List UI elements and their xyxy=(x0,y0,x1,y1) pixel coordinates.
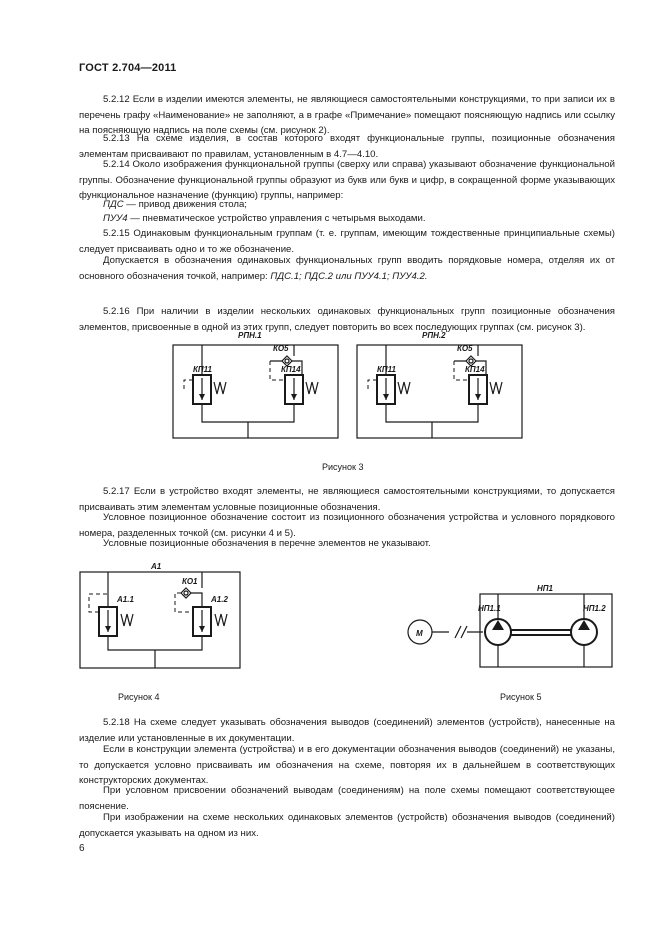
figure-4-diagram xyxy=(75,560,250,675)
figure-3-group-2 xyxy=(357,331,522,438)
paragraph-undesignated-terminals: Если в конструкции элемента (устройства) и в его документации обозначения выводов (соединений) не указаны, то допускается условно присваивать им обозначения на схеме, повторяя их в дальнейшем в соответствующих конструкторских документах. xyxy=(79,744,615,787)
figure-4-group-label: А1 xyxy=(151,562,162,571)
paragraph-5-2-13: 5.2.13 На схеме изделия, в состав которого входят функциональные группы, позиционные обозначения элементам присваивают по правилам, установленным в 4.7—4.10. xyxy=(79,133,615,160)
example-puu4-term: ПУУ4 xyxy=(103,213,128,224)
paragraph-numbering xyxy=(79,253,615,284)
example-puu4 xyxy=(79,211,615,227)
paragraph-5-2-15: 5.2.15 Одинаковым функциональным группам (т. е. группам, имеющим тождественные принципиальные схемы) следует присваивать одно и то же обозначение. xyxy=(79,228,615,255)
figure-4-check-valve-label: КО1 xyxy=(182,577,198,586)
figure-5-pump-right-label: НП1.2 xyxy=(583,604,606,613)
figure-4-right-element-label: А1.2 xyxy=(211,595,228,604)
paragraph-5-2-12: 5.2.12 Если в изделии имеются элементы, не являющиеся самостоятельными конструкциями, то при записи их в перечень графу «Наименование» не заполняют, а в графе «Примечание» помещают поясняющую надпись или ссылку на поясняющую надпись на поле схемы (см. рисунок 2). xyxy=(79,94,615,137)
figure-3-group-2-check-valve-label: КО5 xyxy=(457,344,473,353)
figure-5-motor-label: М xyxy=(416,629,423,638)
figure-4-caption: Рисунок 4 xyxy=(118,692,160,702)
paragraph-explanation: При условном присвоении обозначений выводам (соединениям) на поле схемы помещают соответствующее пояснение. xyxy=(79,785,615,812)
paragraph-5-2-16: 5.2.16 При наличии в изделии нескольких одинаковых функциональных групп позиционные обозначения элементов, присвоенные в одной из этих групп, следует повторить во всех последующих группах (см. рисунок 3). xyxy=(79,306,615,333)
paragraph-not-listed: Условные позиционные обозначения в перечне элементов не указывают. xyxy=(103,538,431,549)
figure-3-diagram xyxy=(160,320,530,450)
figure-5-group-label: НП1 xyxy=(537,584,553,593)
figure-3-group-2-valve-right-label: КП14 xyxy=(465,365,485,374)
figure-4-left-element-label: А1.1 xyxy=(117,595,134,604)
figure-3-group-1-label: РПН.1 xyxy=(238,331,262,340)
figure-3-group-2-label: РПН.2 xyxy=(422,331,446,340)
example-pds-text: — привод движения стола; xyxy=(123,199,247,210)
example-puu4-text: — пневматическое устройство управления с четырьмя выходами. xyxy=(127,213,426,224)
paragraph-numbering-examples: ПДС.1; ПДС.2 или ПУУ4.1; ПУУ4.2. xyxy=(270,270,428,282)
figure-5-diagram xyxy=(395,580,625,675)
figure-5-pump-left-label: НП1.1 xyxy=(478,604,501,613)
example-pds-term: ПДС xyxy=(103,199,124,210)
paragraph-5-2-17: 5.2.17 Если в устройство входят элементы, не являющиеся самостоятельными конструкциями, то допускается присваивать этим элементам условные позиционные обозначения. xyxy=(79,486,615,513)
paragraph-conditional-designation: Условное позиционное обозначение состоит из позиционного обозначения устройства и условного порядкового номера, разделенных точкой (см. рисунки 4 и 5). xyxy=(79,512,615,539)
figure-3-caption: Рисунок 3 xyxy=(322,462,364,472)
figure-5-caption: Рисунок 5 xyxy=(500,692,542,702)
figure-3-group-1-check-valve-label: КО5 xyxy=(273,344,289,353)
paragraph-5-2-18: 5.2.18 На схеме следует указывать обозначения выводов (соединений) элементов (устройств), нанесенные на изделие или установленные в их документации. xyxy=(79,717,615,744)
figure-3-group-2-valve-left-label: КП11 xyxy=(377,365,396,374)
figure-3-group-1 xyxy=(173,331,338,438)
figure-3-group-1-valve-left-label: КП11 xyxy=(193,365,212,374)
paragraph-identical-elements: При изображении на схеме нескольких одинаковых элементов (устройств) обозначения выводов (соединений) допускается указывать на одном из них. xyxy=(79,812,615,839)
document-header: ГОСТ 2.704—2011 xyxy=(79,62,177,74)
page-number: 6 xyxy=(79,843,85,854)
paragraph-5-2-14: 5.2.14 Около изображения функциональной группы (сверху или справа) указывают обозначение функциональной группы. Обозначение функциональной группы образуют из букв или букв и цифр, в сокращенной форме указывающих функциональное назначение (функцию) группы, например: xyxy=(79,159,615,202)
figure-3-group-1-valve-right-label: КП14 xyxy=(281,365,301,374)
paragraph-numbering-text: Допускается в обозначения одинаковых функциональных групп вводить порядковые номера, отделяя их от основного обозначения точкой, например: xyxy=(79,255,615,282)
